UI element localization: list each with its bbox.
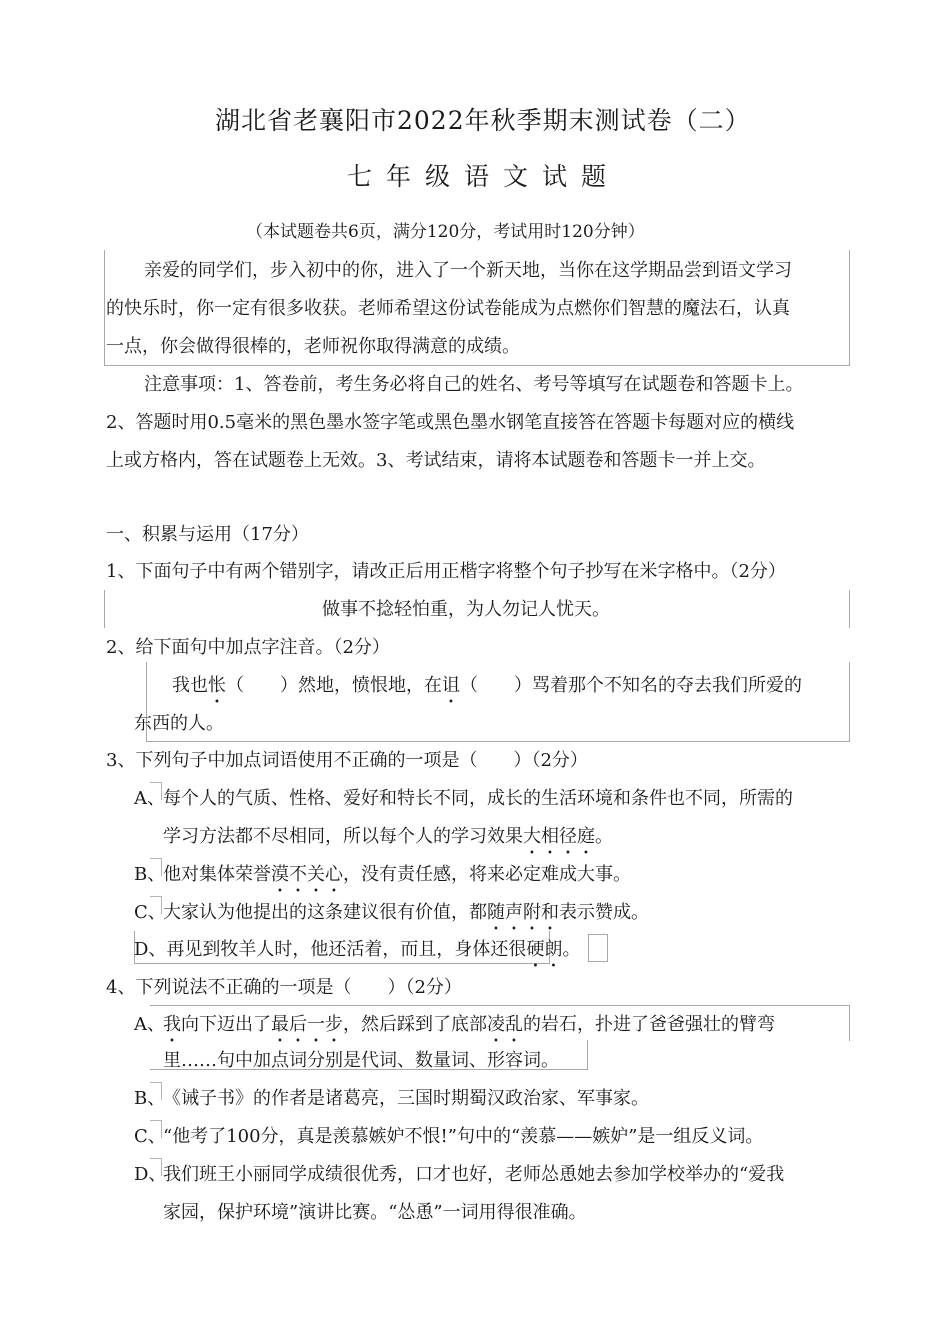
- q4-option-d-line-1: 我们班王小丽同学成绩很优秀，口才也好，老师怂恿她去参加学校举办的“爱我: [163, 1164, 785, 1185]
- emphasis-char: 步: [325, 1014, 343, 1035]
- q4-a-text-4: 的岩石，扑进了爸爸强壮的臂弯: [523, 1014, 775, 1035]
- emphasis-char: 径: [559, 826, 577, 847]
- emphasis-char: 不: [289, 864, 307, 885]
- emphasis-char: 庭: [577, 826, 595, 847]
- q3-option-b-label: B、: [134, 864, 166, 885]
- q2-text-2: （ ）然地，愤恨地，在: [226, 675, 442, 696]
- notice-line-2: 2、答题时用0.5毫米的黑色墨水签字笔或黑色墨水钢笔直接答在答题卡每题对应的横线: [106, 412, 795, 433]
- q3-option-c: [163, 898, 649, 924]
- q3-option-c-label: C、: [134, 902, 166, 923]
- q3-c-dotted-word: [487, 902, 559, 923]
- q3-c-text-end: 表示赞成。: [559, 902, 649, 923]
- emphasis-char: 我: [163, 1014, 181, 1035]
- section-title: 一、积累与运用（17分）: [106, 524, 309, 545]
- option-marker: [150, 896, 162, 914]
- exam-subtitle: 七年级语文试题: [347, 162, 621, 191]
- exam-title: 湖北省老襄阳市2022年秋季期末测试卷（二）: [215, 106, 751, 135]
- option-marker: [150, 1120, 162, 1138]
- q4-option-a-line-2: 里……句中加点词分别是代词、数量词、形容词。: [163, 1050, 559, 1071]
- q3-a-text-end: 。: [595, 826, 613, 847]
- q3-option-a-line-2: [163, 822, 613, 848]
- q3-b-text: 他对集体荣誉: [163, 864, 271, 885]
- q3-option-b: [163, 860, 631, 886]
- emphasis-char: 声: [505, 902, 523, 923]
- emphasis-char: 凌: [487, 1014, 505, 1035]
- q2-dotted-char-1: 怅: [208, 675, 226, 696]
- emphasis-char: 心: [325, 864, 343, 885]
- q3-d-text-end: 。: [562, 939, 581, 960]
- q3-stem: 3、下列句子中加点词语使用不正确的一项是（ ）（2分）: [106, 750, 588, 771]
- emphasis-char: 相: [541, 826, 559, 847]
- q3-d-text: 再见到牧羊人时，他还活着，而且，身体还很: [166, 939, 527, 960]
- q3-d-label: D、: [134, 939, 167, 960]
- q4-option-d-line-2: 家园，保护环境”演讲比赛。“怂恿”一词用得很准确。: [163, 1202, 587, 1223]
- q2-stem: 2、给下面句中加点字注音。（2分）: [106, 637, 390, 658]
- emphasis-char: 关: [307, 864, 325, 885]
- emphasis-char: 一: [307, 1014, 325, 1035]
- greeting-line-2: 的快乐时，你一定有很多收获。老师希望这份试卷能成为点燃你们智慧的魔法石，认真: [106, 298, 790, 319]
- q2-text-3: （ ）骂着那个不知名的夺去我们所爱的: [460, 675, 802, 696]
- notice-line-3: 上或方格内，答在试题卷上无效。3、考试结束，请将本试题卷和答题卡一并上交。: [106, 450, 766, 471]
- emphasis-char: 硬: [526, 939, 545, 960]
- q2-line-1: [172, 671, 802, 697]
- q4-a-text-2: 向下迈出了: [181, 1014, 271, 1035]
- q4-a-text-3: ，然后踩到了底部: [343, 1014, 487, 1035]
- q4-option-c-label: C、: [134, 1126, 166, 1147]
- q4-option-a-label: A、: [134, 1014, 165, 1035]
- emphasis-char: 大: [523, 826, 541, 847]
- emphasis-char: 最: [271, 1014, 289, 1035]
- q4-option-a-line-1: [163, 1010, 775, 1036]
- q3-option-a-line-1: 每个人的气质、性格、爱好和特长不同，成长的生活环境和条件也不同，所需的: [163, 788, 793, 809]
- q4-stem: 4、下列说法不正确的一项是（ ）（2分）: [106, 977, 462, 998]
- q4-a-dotted-word-3: [487, 1014, 523, 1035]
- q2-line-2: 东西的人。: [134, 713, 224, 734]
- q3-d-dotted-word: [526, 939, 562, 960]
- emphasis-char: 漠: [271, 864, 289, 885]
- q3-option-d: [134, 935, 580, 961]
- option-marker: [150, 858, 162, 876]
- q4-a-dotted-word-2: [271, 1014, 343, 1035]
- q4-option-d-label: D、: [134, 1164, 167, 1185]
- q2-text-1: 我也: [172, 675, 208, 696]
- q3-a-text: 学习方法都不尽相同，所以每个人的学习效果: [163, 826, 523, 847]
- emphasis-char: 随: [487, 902, 505, 923]
- option-marker: [150, 1158, 162, 1176]
- emphasis-char: 乱: [505, 1014, 523, 1035]
- emphasis-char: 附: [523, 902, 541, 923]
- emphasis-char: 朗: [544, 939, 563, 960]
- q3-b-text-end: ，没有责任感，将来必定难成大事。: [343, 864, 631, 885]
- q1-sentence: 做事不捻轻怕重，为人勿记人忧天。: [322, 599, 610, 620]
- notice-line-1: 注意事项：1、答卷前，考生务必将自己的姓名、考号等填写在试题卷和答题卡上。: [144, 374, 804, 395]
- option-marker: [150, 1082, 162, 1100]
- q4-option-c: “他考了100分，真是羡慕嫉妒不恨!”句中的“羡慕——嫉妒”是一组反义词。: [163, 1126, 764, 1147]
- emphasis-char: 和: [541, 902, 559, 923]
- greeting-line-1: 亲爱的同学们，步入初中的你，进入了一个新天地，当你在这学期品尝到语文学习: [144, 260, 792, 281]
- emphasis-char: 后: [289, 1014, 307, 1035]
- q4-option-b-label: B、: [134, 1088, 166, 1109]
- q3-option-a-label: A、: [134, 788, 165, 809]
- q3-a-dotted-word: [523, 826, 595, 847]
- q4-option-b: 《诫子书》的作者是诸葛亮，三国时期蜀汉政治家、军事家。: [163, 1088, 649, 1109]
- q4-a-dotted-word-1: [163, 1014, 181, 1035]
- q3-option-d-box-end: [588, 934, 608, 962]
- q3-b-dotted-word: [271, 864, 343, 885]
- greeting-line-3: 一点，你会做得很棒的，老师祝你取得满意的成绩。: [106, 336, 520, 357]
- exam-info: （本试题卷共6页，满分120分，考试用时120分钟）: [246, 222, 645, 242]
- q1-stem: 1、下面句子中有两个错别字，请改正后用正楷字将整个句子抄写在米字格中。（2分）: [106, 561, 786, 582]
- option-marker: [150, 782, 162, 800]
- q3-c-text: 大家认为他提出的这条建议很有价值，都: [163, 902, 487, 923]
- q2-dotted-char-2: 诅: [442, 675, 460, 696]
